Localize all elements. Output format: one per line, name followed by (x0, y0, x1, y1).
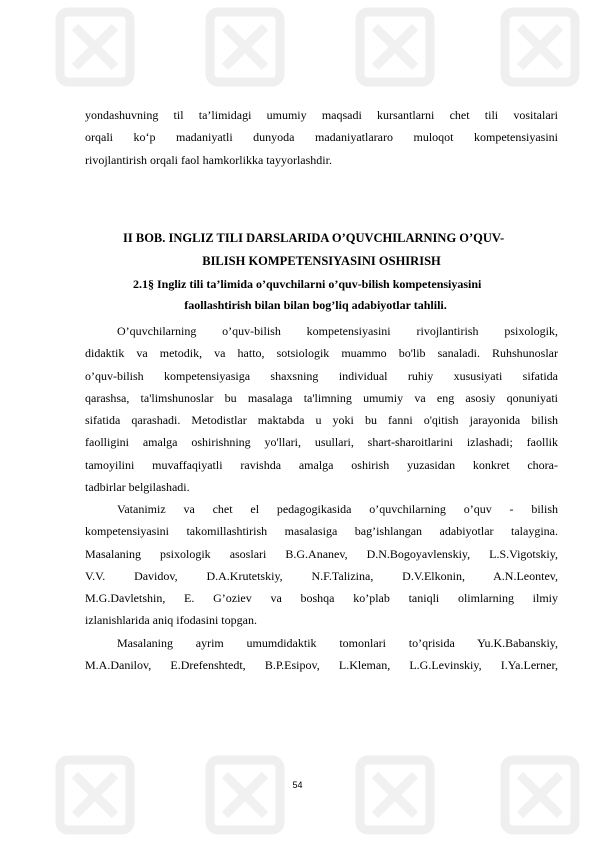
text-line: tadbirlar belgilashadi. (85, 480, 190, 495)
text-line: tamoyilini muvaffaqiyatli ravishda amalga oshirish yuzasidan konkret chora- (85, 457, 558, 472)
body-paragraph-1 (85, 320, 558, 498)
text-line: orqali ko‘p madaniyatli dunyoda madaniyatlararo muloqot kompetensiyasini (85, 130, 558, 145)
text-line: izlanishlarida aniq ifodasini topgan. (85, 613, 257, 628)
body-paragraph-2 (85, 498, 558, 632)
text-line: M.G.Davletshin, E. G’oziev va boshqa ko’plab taniqli olimlarning ilmiy (85, 591, 558, 606)
text-line: didaktik va metodik, va hatto, sotsiologik muammo bo'lib sanaladi. Ruhshunoslar (85, 346, 558, 361)
section-heading-line: 2.1§ Ingliz tili ta’limida o’quvchilarni o’quv-bilish kompetensiyasini (133, 277, 482, 291)
text-line: faolligini amalga oshirishning yo'llari, usullari, shart-sharoitlarini izlashadi; faollik (85, 435, 558, 450)
body-paragraph-3 (85, 632, 558, 677)
text-line: M.A.Danilov, E.Drefenshtedt, B.P.Esipov, L.Kleman, L.G.Levinskiy, I.Ya.Lerner, (85, 658, 558, 673)
text-line: O’quvchilarning o’quv-bilish kompetensiyasini rivojlantirish psixologik, (117, 324, 558, 338)
chapter-heading-line: II BOB. INGLIZ TILI DARSLARIDA O’QUVCHILARNING O’QUV- (123, 231, 505, 245)
text-line: Masalaning psixologik asoslari B.G.Ananev, D.N.Bogoyavlenskiy, L.S.Vigotskiy, (85, 546, 558, 561)
text-line: V.V. Davidov, D.A.Krutetskiy, N.F.Talizina, D.V.Elkonin, A.N.Leontev, (85, 568, 558, 583)
text-line: rivojlantirish orqali faol hamkorlikka tayyorlashdir. (85, 152, 332, 167)
text-line: yondashuvning til ta’limidagi umumiy maqsadi kursantlarni chet tili vositalari (85, 108, 558, 122)
chapter-heading (85, 227, 558, 272)
text-line: kompetensiyasini takomillashtirish masalasiga bag’ishlangan adabiyotlar talaygina. (85, 524, 558, 539)
section-heading-line: faollashtirish bilan bilan bog’liq adabiyotlar tahlili. (184, 298, 447, 312)
section-heading (85, 274, 558, 316)
text-line: o’quv-bilish kompetensiyasiga shaxsning individual ruhiy xususiyati sifatida (85, 368, 558, 383)
text-line: Masalaning ayrim umumdidaktik tomonlari to’qrisida Yu.K.Babanskiy, (117, 636, 558, 650)
page-number: 54 (292, 780, 303, 790)
intro-paragraph (85, 104, 558, 171)
chapter-heading-line: BILISH KOMPETENSIYASINI OSHIRISH (202, 253, 441, 268)
text-line: sifatida qarashadi. Metodistlar maktabda u yoki bu fanni o'qitish jarayonida bilish (85, 413, 558, 428)
text-line: Vatanimiz va chet el pedagogikasida o’quvchilarning o’quv - bilish (117, 502, 558, 516)
text-line: qarashsa, ta'limshunoslar bu masalaga ta'limning umumiy va eng asosiy qonuniyati (85, 390, 558, 405)
